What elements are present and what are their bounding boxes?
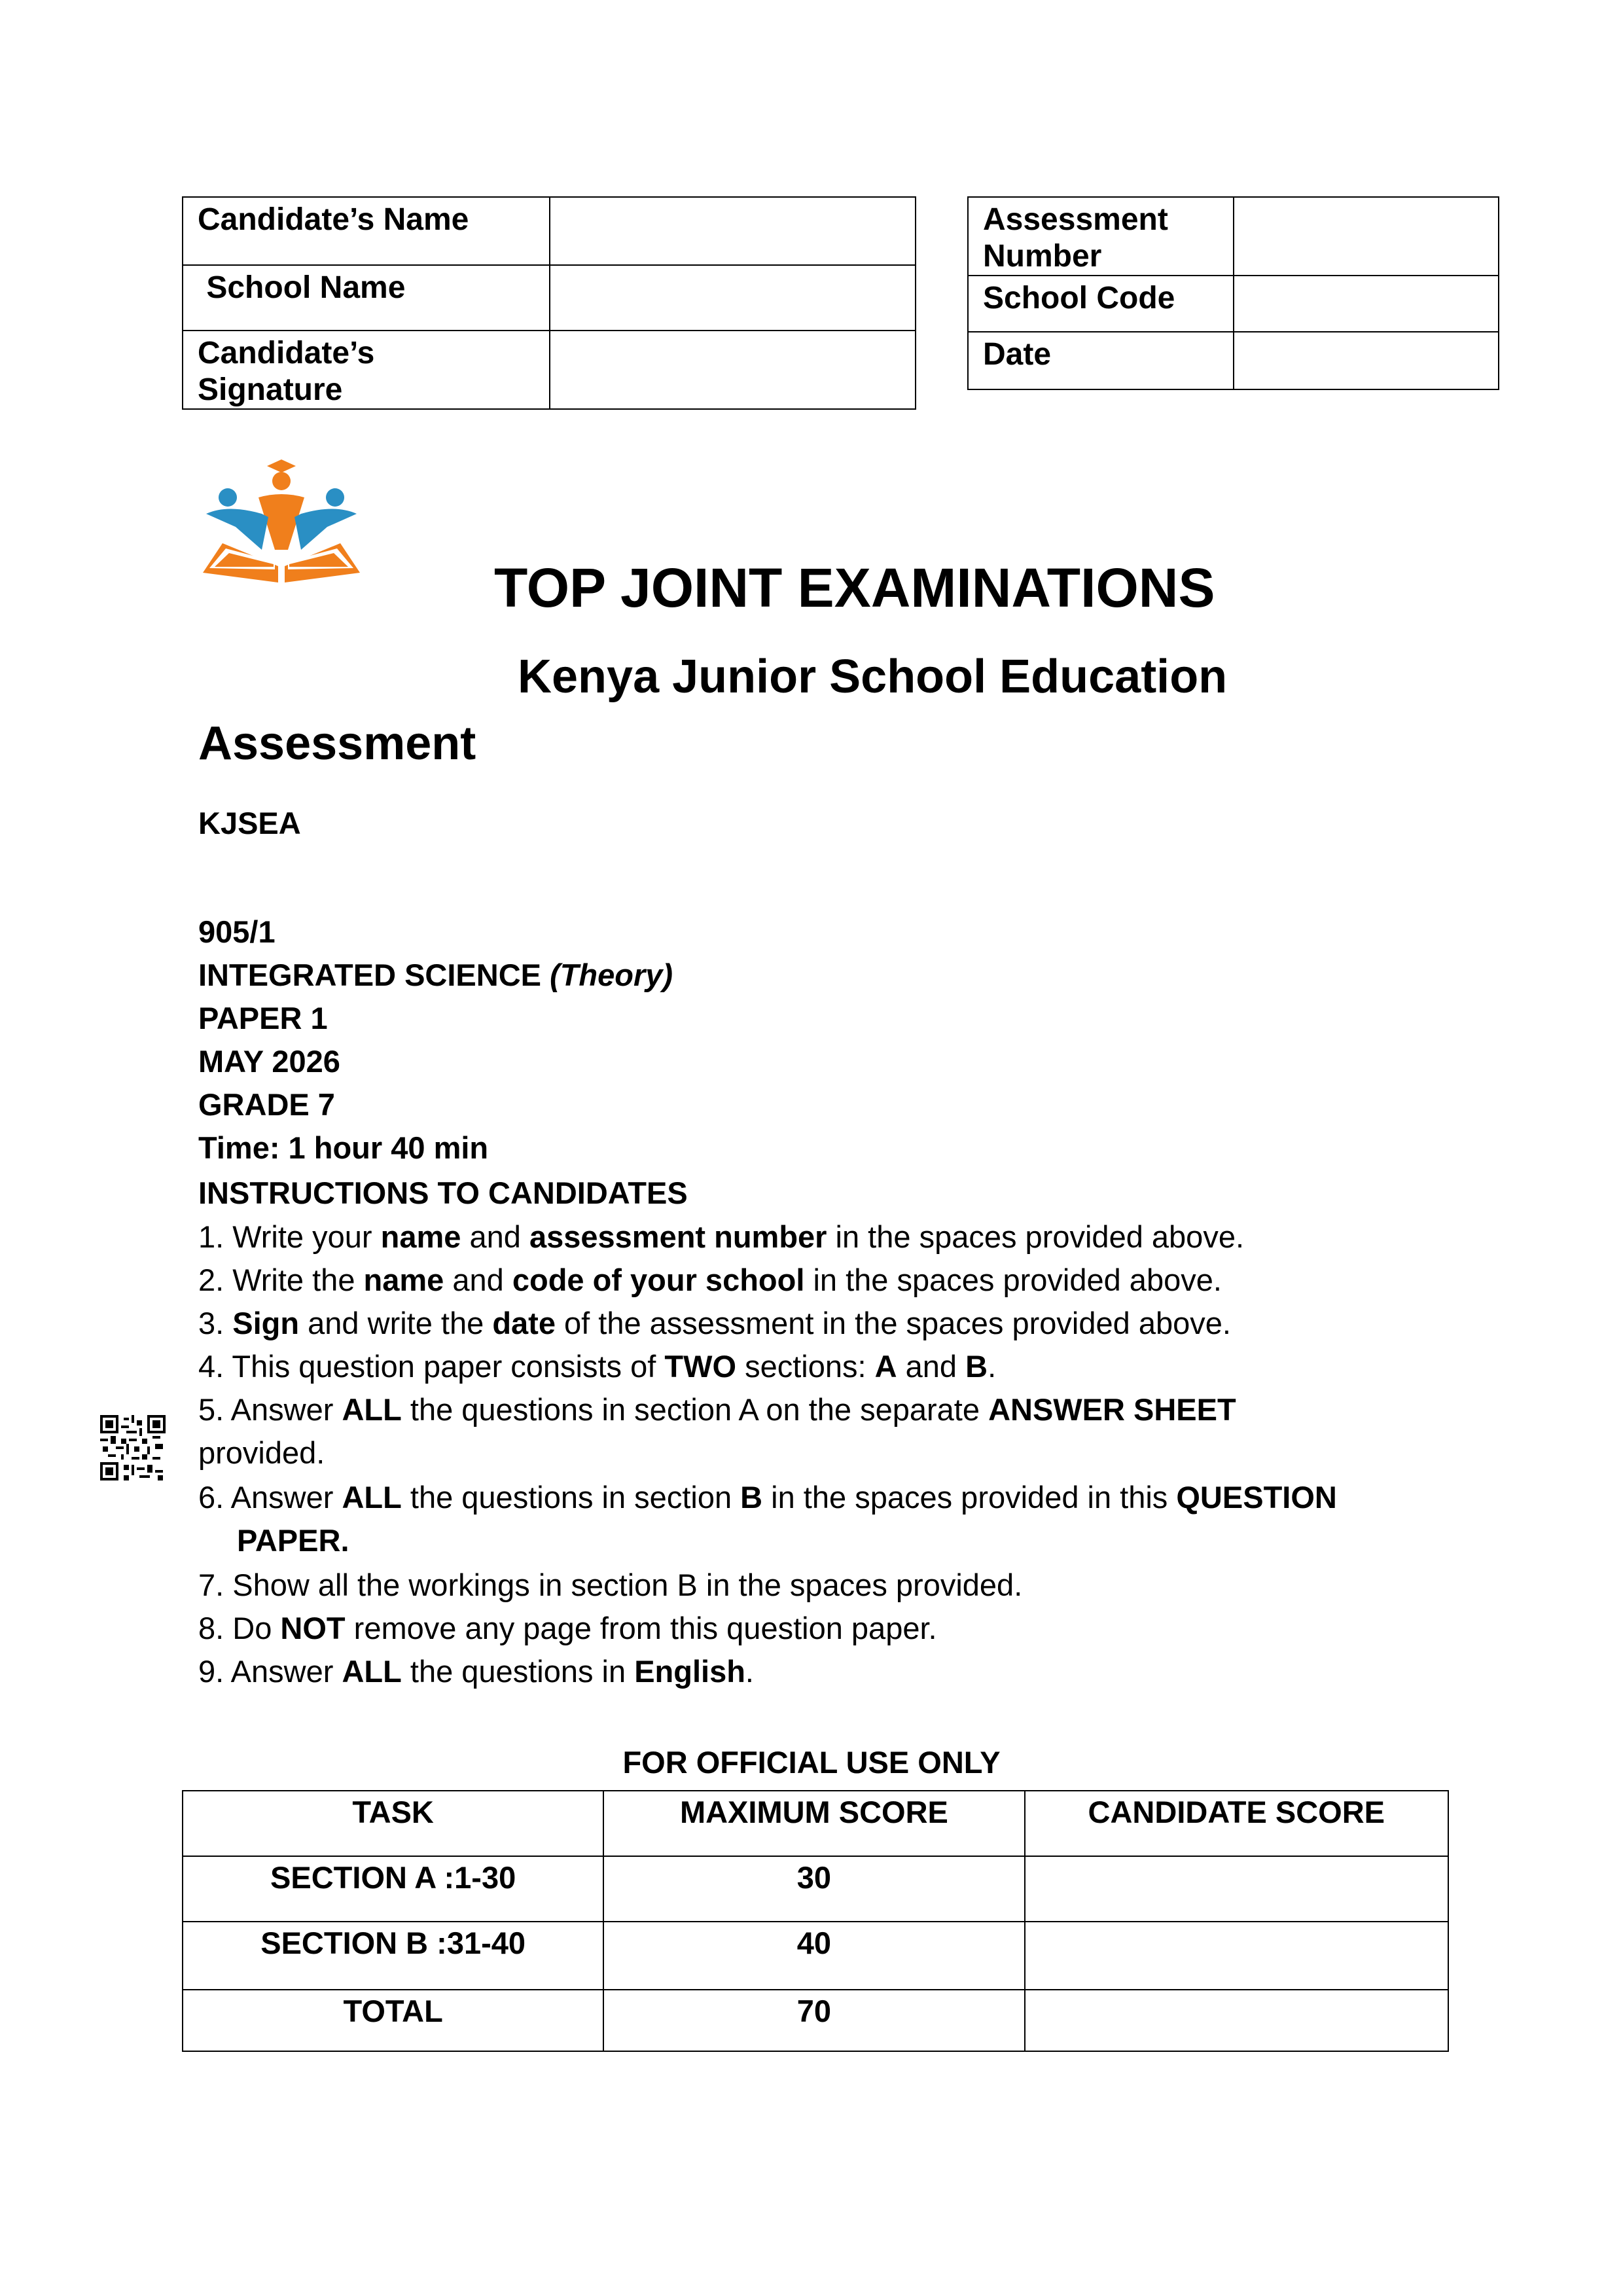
- max-score-cell: 40: [603, 1922, 1024, 1990]
- candidate-score-cell[interactable]: [1025, 1922, 1448, 1990]
- exam-date: MAY 2026: [198, 1044, 340, 1079]
- instruction-3: 3. Sign and write the date of the assessment in the spaces provided above.: [198, 1306, 1231, 1340]
- task-cell: SECTION A :1-30: [183, 1856, 603, 1922]
- subtitle-line1: Kenya Junior School Education: [518, 651, 1228, 703]
- table-row: [183, 1856, 1448, 1922]
- paper-number: PAPER 1: [198, 1001, 328, 1035]
- header-task: TASK: [183, 1791, 603, 1856]
- candidate-score-cell[interactable]: [1025, 1856, 1448, 1922]
- max-score-cell: 30: [603, 1856, 1024, 1922]
- instruction-9: 9. Answer ALL the questions in English.: [198, 1654, 754, 1689]
- candidate-info-table: [182, 196, 916, 410]
- task-cell: SECTION B :31-40: [183, 1922, 603, 1990]
- instruction-2: 2. Write the name and code of your school in the spaces provided above.: [198, 1263, 1222, 1297]
- school-code-field[interactable]: [1234, 276, 1499, 332]
- header-max-score: MAXIMUM SCORE: [603, 1791, 1024, 1856]
- table-row: [183, 1990, 1448, 2051]
- date-label: Date: [968, 332, 1234, 389]
- instruction-5-cont: provided.: [198, 1435, 325, 1470]
- instruction-5: 5. Answer ALL the questions in section A on the separate ANSWER SHEET: [198, 1392, 1236, 1427]
- assessment-number-label-line1: Assessment: [983, 202, 1168, 237]
- school-name-label: School Name: [183, 265, 550, 331]
- qr-code-icon: [100, 1415, 166, 1480]
- candidate-signature-label-line2: Signature: [198, 372, 343, 407]
- subject-type: (Theory): [550, 958, 673, 992]
- page-title: TOP JOINT EXAMINATIONS: [494, 557, 1215, 619]
- assessment-number-field[interactable]: [1234, 197, 1499, 276]
- subject-line: [198, 957, 673, 993]
- candidate-score-cell[interactable]: [1025, 1990, 1448, 2051]
- task-cell: TOTAL: [183, 1990, 603, 2051]
- candidate-name-label: Candidate’s Name: [183, 197, 550, 265]
- max-score-cell: 70: [603, 1990, 1024, 2051]
- grade: GRADE 7: [198, 1087, 335, 1122]
- instruction-7: 7. Show all the workings in section B in the spaces provided.: [198, 1568, 1023, 1602]
- instruction-4: 4. This question paper consists of TWO sections: A and B.: [198, 1349, 997, 1384]
- candidate-signature-label-line1: Candidate’s: [198, 336, 375, 370]
- school-code-label: School Code: [968, 276, 1234, 332]
- date-field[interactable]: [1234, 332, 1499, 389]
- subject-name: INTEGRATED SCIENCE: [198, 958, 541, 992]
- instruction-6: 6. Answer ALL the questions in section B in the spaces provided in this QUESTION: [198, 1480, 1337, 1515]
- exam-code-short: KJSEA: [198, 806, 301, 840]
- exam-time: Time: 1 hour 40 min: [198, 1130, 489, 1165]
- graduates-book-logo: [196, 452, 366, 589]
- school-name-field[interactable]: [550, 265, 916, 331]
- paper-code: 905/1: [198, 914, 276, 949]
- instruction-1: 1. Write your name and assessment number in the spaces provided above.: [198, 1219, 1245, 1254]
- candidate-name-field[interactable]: [550, 197, 916, 265]
- score-table-header-row: [183, 1791, 1448, 1856]
- instruction-8: 8. Do NOT remove any page from this question paper.: [198, 1611, 937, 1645]
- assessment-number-label: [968, 197, 1234, 276]
- assessment-number-label-line2: Number: [983, 239, 1102, 274]
- official-use-label: FOR OFFICIAL USE ONLY: [622, 1745, 1001, 1780]
- instruction-6-cont: PAPER.: [237, 1523, 349, 1558]
- score-table: [182, 1790, 1449, 2052]
- candidate-signature-label: [183, 331, 550, 409]
- assessment-info-table: [967, 196, 1499, 390]
- subtitle-line2: Assessment: [198, 717, 476, 770]
- candidate-signature-field[interactable]: [550, 331, 916, 409]
- table-row: [183, 1922, 1448, 1990]
- header-candidate-score: CANDIDATE SCORE: [1025, 1791, 1448, 1856]
- instructions-heading: INSTRUCTIONS TO CANDIDATES: [198, 1175, 688, 1210]
